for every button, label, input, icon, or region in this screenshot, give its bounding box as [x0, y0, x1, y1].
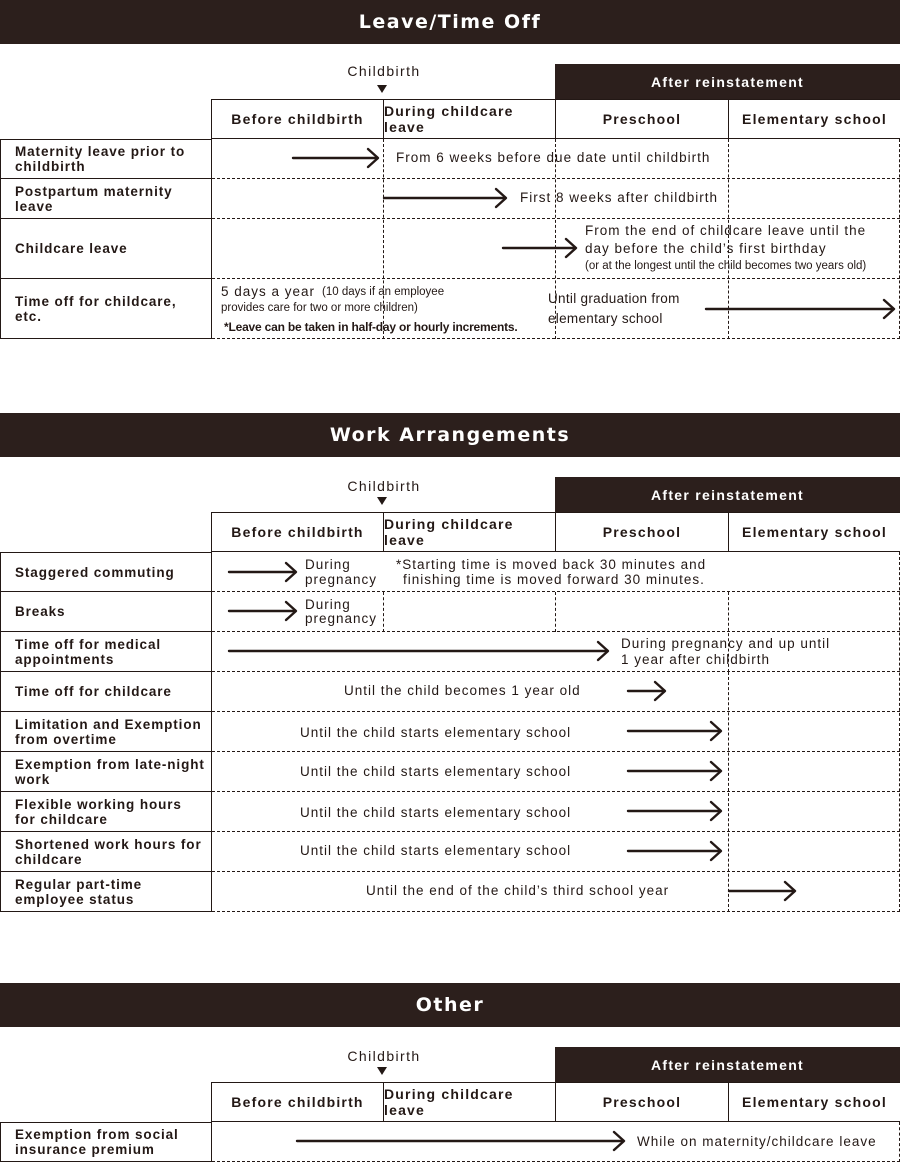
period-text: Until the child starts elementary school [300, 725, 572, 740]
period-note: *Leave can be taken in half-day or hourly increments. [224, 320, 518, 334]
row-label-time-off-for-childcare: Time off for childcare [0, 672, 212, 712]
row-label-time-off-childcare: Time off for childcare, etc. [0, 279, 212, 339]
period-text: pregnancy [305, 611, 378, 626]
row-label-postpartum: Postpartum maternity leave [0, 179, 212, 219]
period-text: From the end of childcare leave until the [585, 223, 867, 238]
period-text: Until the child starts elementary school [300, 843, 572, 858]
childbirth-label: Childbirth [347, 1048, 421, 1064]
childbirth-label: Childbirth [347, 478, 421, 494]
period-text: While on maternity/childcare leave [637, 1134, 877, 1149]
section-title-other: Other [0, 983, 900, 1027]
row-label-flexible-hours: Flexible working hours for childcare [0, 792, 212, 832]
period-text: From 6 weeks before due date until childbirth [396, 150, 711, 165]
after-reinstatement-header: After reinstatement [555, 64, 900, 99]
header-preschool: Preschool [555, 512, 728, 552]
after-reinstatement-header: After reinstatement [555, 1047, 900, 1082]
row-label-staggered-commuting: Staggered commuting [0, 552, 212, 592]
header-preschool: Preschool [555, 99, 728, 139]
period-text: Until the child starts elementary school [300, 764, 572, 779]
row-label-part-time: Regular part-time employee status [0, 872, 212, 912]
header-elementary-school: Elementary school [728, 1082, 900, 1122]
column-divider [555, 592, 556, 632]
down-triangle-icon [377, 1067, 387, 1075]
period-text: 5 days a year [221, 284, 316, 299]
after-reinstatement-header: After reinstatement [555, 477, 900, 512]
down-triangle-icon [377, 85, 387, 93]
header-during-childcare-leave: During childcare leave [383, 1082, 555, 1122]
header-elementary-school: Elementary school [728, 99, 900, 139]
header-during-childcare-leave: During childcare leave [383, 99, 555, 139]
row-label-overtime: Limitation and Exemption from overtime [0, 712, 212, 752]
period-text: During pregnancy and up until [621, 636, 831, 651]
period-note: finishing time is moved forward 30 minutes. [403, 572, 705, 587]
period-text: day before the child’s first birthday [585, 241, 827, 256]
period-text: First 8 weeks after childbirth [520, 190, 719, 205]
column-divider [728, 672, 729, 912]
header-during-childcare-leave: During childcare leave [383, 512, 555, 552]
period-text: Until the end of the child’s third school year [366, 883, 670, 898]
period-text: 1 year after childbirth [621, 652, 771, 667]
period-text: Until the child starts elementary school [300, 805, 572, 820]
period-note: provides care for two or more children) [221, 302, 418, 314]
childbirth-label: Childbirth [347, 63, 421, 79]
header-before-childbirth: Before childbirth [211, 99, 383, 139]
column-divider [383, 592, 384, 632]
column-divider [555, 139, 556, 339]
row-label-breaks: Breaks [0, 592, 212, 632]
row-label-childcare-leave: Childcare leave [0, 219, 212, 279]
row-label-medical-appointments: Time off for medical appointments [0, 632, 212, 672]
row-label-social-insurance: Exemption from social insurance premium [0, 1122, 212, 1162]
row-label-shortened-hours: Shortened work hours for childcare [0, 832, 212, 872]
period-text: During [305, 557, 351, 572]
down-triangle-icon [377, 497, 387, 505]
section-title-leave: Leave/Time Off [0, 0, 900, 44]
row-label-maternity-prior: Maternity leave prior to childbirth [0, 139, 212, 179]
section-title-work: Work Arrangements [0, 413, 900, 457]
period-text: Until the child becomes 1 year old [344, 683, 581, 698]
period-text: pregnancy [305, 572, 378, 587]
period-text: elementary school [548, 311, 663, 326]
period-note: (or at the longest until the child becomes two years old) [585, 260, 867, 272]
header-before-childbirth: Before childbirth [211, 1082, 383, 1122]
column-divider [728, 139, 729, 339]
period-note: *Starting time is moved back 30 minutes and [396, 557, 707, 572]
period-text: Until graduation from [548, 291, 680, 306]
header-elementary-school: Elementary school [728, 512, 900, 552]
header-preschool: Preschool [555, 1082, 728, 1122]
header-before-childbirth: Before childbirth [211, 512, 383, 552]
period-note: (10 days if an employee [322, 286, 445, 298]
row-label-late-night: Exemption from late-night work [0, 752, 212, 792]
period-text: During [305, 597, 351, 612]
